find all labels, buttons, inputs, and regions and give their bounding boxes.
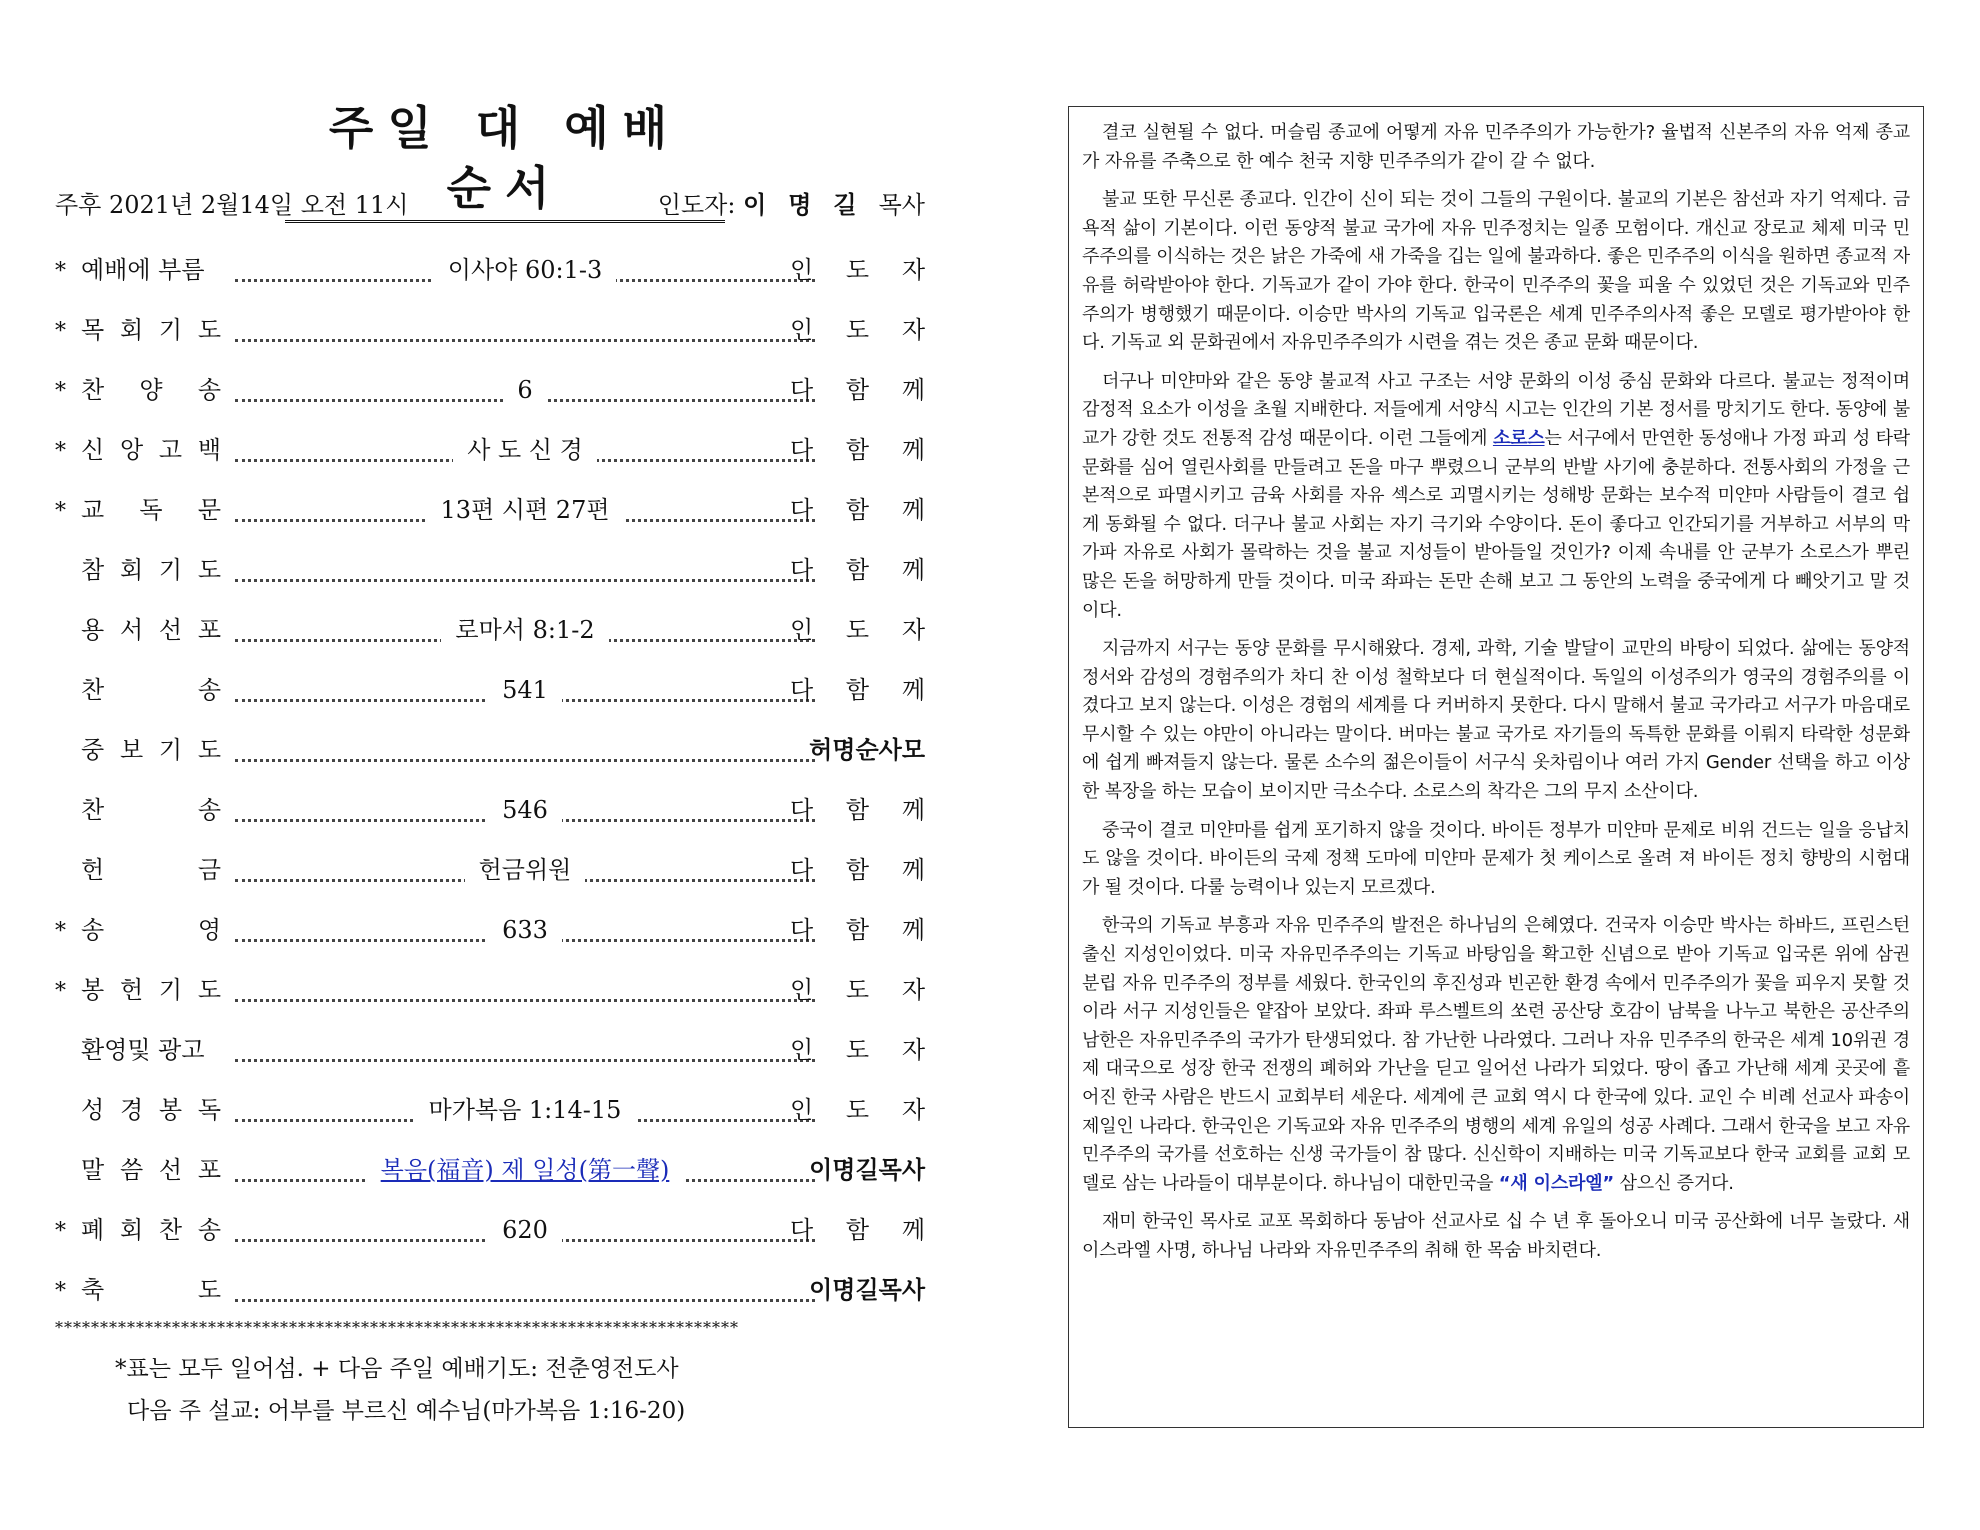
leader-dots (235, 739, 815, 762)
leader-dots (235, 1279, 815, 1302)
order-item-name: 찬 송 (81, 676, 221, 704)
order-row (55, 780, 925, 840)
standing-mark: * (55, 379, 66, 404)
order-item-value-text: 620 (488, 1216, 562, 1244)
order-item-leader: 다 함 께 (790, 676, 925, 704)
order-item-name: 예배에 부름 (81, 256, 205, 284)
order-item-value-text: 로마서 8:1-2 (441, 616, 608, 644)
order-item-value-text: 6 (503, 376, 546, 404)
order-item-name: 성 경 봉 독 (81, 1096, 221, 1124)
standing-mark: * (55, 1219, 66, 1244)
order-row (55, 360, 925, 420)
order-item-name: 중 보 기 도 (81, 736, 221, 764)
order-item-leader: 다 함 께 (790, 1216, 925, 1244)
order-row (55, 300, 925, 360)
order-item-leader: 인 도 자 (790, 316, 925, 344)
order-item-value (235, 360, 815, 420)
order-item-value-text: 마가복음 1:14-15 (415, 1096, 636, 1124)
article-panel (1068, 106, 1924, 1428)
order-item-value-text: 사 도 신 경 (453, 436, 597, 464)
article-paragraph (1082, 368, 1910, 625)
order-item-value-text: 541 (488, 676, 562, 704)
order-item-leader: 이명길목사 (809, 1156, 925, 1184)
order-item-leader: 다 함 께 (790, 556, 925, 584)
order-row (55, 600, 925, 660)
order-item-value (235, 840, 815, 900)
order-item-value (235, 600, 815, 660)
page-title: 주일 대 예배 순서 (285, 98, 725, 223)
order-row (55, 1260, 925, 1320)
order-row (55, 420, 925, 480)
standing-mark: * (55, 1279, 66, 1304)
order-row (55, 840, 925, 900)
article-text: 한국의 기독교 부흥과 자유 민주주의 발전은 하나님의 은혜였다. 건국자 이승만 박사는 하바드, 프린스턴 출신 지성인이었다. 미국 자유민주주의는 기독교 바탕임을 확고한 신념으로 받아 기독교 입국론 위에 삼권 분립 자유 민주주의 정부를 세웠다. 한국인의 후진성과 빈곤한 환경 속에서 민주주의가 꽃을 피우지 못할 것이라 서구 지성인들은 얕잡아 보았다. 좌파 루스벨트의 쏘련 공산당 호감이 남북을 나누고 북한은 공산주의 남한은 자유민주주의 국가가 탄생되었다. 참 가난한 나라였다. 그러나 자유 민주주의 한국은 세계 10위권 경제 대국으로 성장 한국 전쟁의 폐허와 가난을 딛고 일어선 나라가 되었다. 땅이 좁고 가난해 세계 곳곳에 흩어진 한국 사람은 반드시 교회부터 세운다. 세계에 큰 교회 역시 다 한국에 있다. 교인 수 비례 선교사 파송이 제일인 나라다. 한국인은 기독교와 자유 민주주의 병행의 세계 유일의 성공 사례다. 그래서 한국을 보고 자유민주주의 국가를 선호하는 신생 국가들이 참 많다. 신신학이 지배하는 미국 기독교보다 한국 교회를 교회 모델로 삼는 나라들이 대부분이다. 하나님이 대한민국을 (1082, 915, 1910, 1194)
order-item-value-text: 633 (488, 916, 562, 944)
leader-dots (235, 559, 815, 582)
standing-mark: * (55, 919, 66, 944)
order-item-leader: 다 함 께 (790, 856, 925, 884)
order-row (55, 240, 925, 300)
article-text: 더구나 미얀마와 같은 동양 불교적 사고 구조는 서양 문화의 이성 중심 문화와 다르다. 불교는 정적이며 감정적 요소가 이성을 초월 지배한다. 저들에게 서양식 시고는 인간의 기본 정서를 망치기도 한다. 동양에 불교가 강한 것도 전통적 감성 때문이다. 이런 그들에게 (1082, 370, 1910, 449)
leader-title: 목사 (878, 191, 925, 219)
standing-mark: * (55, 979, 66, 1004)
note-standing: *표는 모두 일어섬. + 다음 주일 예배기도: 전춘영전도사 (115, 1356, 679, 1382)
order-item-name: 신 앙 고 백 (81, 436, 221, 464)
order-item-leader: 다 함 께 (790, 496, 925, 524)
order-item-value (235, 1140, 815, 1200)
separator-line: **************************************************************************** (55, 1318, 739, 1337)
order-item-leader: 다 함 께 (790, 916, 925, 944)
order-item-leader: 인 도 자 (790, 976, 925, 1004)
order-row (55, 1080, 925, 1140)
order-item-name: 참 회 기 도 (81, 556, 221, 584)
order-item-value (235, 1080, 815, 1140)
order-item-name: 폐 회 찬 송 (81, 1216, 221, 1244)
order-row (55, 1140, 925, 1200)
order-item-name: 찬 송 (81, 796, 221, 824)
article-text: 는 서구에서 만연한 동성애나 가정 파괴 성 타락 문화를 심어 열린사회를 만들려고 돈을 마구 뿌렸으니 군부의 반발 사기에 충분하다. 전통사회의 가정을 근본적으로 파멸시키고 금육 사회를 자유 섹스로 괴멸시키는 성해방 문화는 보수적 미얀마 사람들이 결코 쉽게 동화될 수 없다. 더구나 불교 사회는 자기 극기와 수양이다. 돈이 좋다고 인간되기를 거부하고 서부의 막가파 자유로 사회가 몰락하는 것을 불교 지성들이 받아들일 것인가? 이제 속내를 안 군부가 소로스가 뿌린 많은 돈을 허망하게 만들 것이다. 미국 좌파는 돈만 손해 보고 그 동안의 노력을 중국에게 다 빼앗기고 말 것이다. (1082, 427, 1910, 621)
order-item-leader: 인 도 자 (790, 616, 925, 644)
order-item-leader: 다 함 께 (790, 796, 925, 824)
order-item-name: 용 서 선 포 (81, 616, 221, 644)
order-item-value (235, 1200, 815, 1260)
order-row (55, 900, 925, 960)
new-israel-highlight: “새 이스라엘” (1498, 1172, 1615, 1194)
service-date: 주후 2021년 2월14일 오전 11시 (55, 191, 409, 219)
article-text: 삼으신 증거다. (1614, 1172, 1734, 1194)
order-item-name: 환영및 광고 (81, 1036, 205, 1064)
order-item-value-text: 546 (488, 796, 562, 824)
order-row (55, 480, 925, 540)
article-paragraph: 불교 또한 무신론 종교다. 인간이 신이 되는 것이 그들의 구원이다. 불교의 기본은 참선과 자기 억제다. 금욕적 삶이 기본이다. 이런 동양적 불교 국가에 자유 민주정치는 일종 모험이다. 개신교 장로교 체제 미국 민주주의를 이식하는 것은 낡은 가죽에 새 가죽을 깁는 일에 불과하다. 좋은 민주주의 이식을 원하면 종교적 자유를 허락받아야 한다. 기독교가 같이 가야 한다. 한국이 민주주의 꽃을 피울 수 있었던 것은 기독교와 민주주의가 병행했기 때문이다. 이승만 박사의 기독교 입국론은 세계 민주주의사적 좋은 모델로 평가받아야 한다. 기독교 외 문화권에서 자유민주주의가 시련을 겪는 것은 종교 문화 때문이다. (1082, 189, 1910, 354)
order-of-service (55, 240, 925, 1320)
order-item-leader: 다 함 께 (790, 436, 925, 464)
order-item-name: 교 독 문 (81, 496, 221, 524)
order-item-name: 봉 헌 기 도 (81, 976, 221, 1004)
article-paragraph: 지금까지 서구는 동양 문화를 무시해왔다. 경제, 과학, 기술 발달이 교만의 바탕이 되었다. 삶에는 동양적 정서와 감성의 경험주의가 차디 찬 이성 철학보다 더 현실적이다. 독일의 이성주의가 영국의 경험주의를 이겼다고 보지 않는다. 이성은 경험의 세계를 다 커버하지 못한다. 다시 말해서 불교 국가라고 서구가 마음대로 무시할 수 있는 야만이 아니라는 말이다. 버마는 불교 국가로 자기들의 독특한 문화를 이뤄지 타락한 성문화에 쉽게 빠져들지 않는다. 물론 소수의 젊은이들이 서구식 옷차림이나 여러 가지 Gender 선택을 하고 이상한 복장을 하는 모습이 보이지만 극소수다. 소로스의 착각은 그의 무지 소산이다. (1082, 638, 1910, 803)
order-item-leader: 인 도 자 (790, 256, 925, 284)
order-item-name: 축 도 (81, 1276, 221, 1304)
article-paragraph: 재미 한국인 목사로 교포 목회하다 동남아 선교사로 십 수 년 후 돌아오니 미국 공산화에 너무 놀랐다. 새 이스라엘 사명, 하나님 나라와 자유민주주의 취해 한 목숨 바치련다. (1082, 1211, 1910, 1261)
order-item-leader: 이명길목사 (809, 1276, 925, 1304)
article-paragraph: 결코 실현될 수 없다. 머슬림 종교에 어떻게 자유 민주주의가 가능한가? 율법적 신본주의 자유 억제 종교가 자유를 주축으로 한 예수 천국 지향 민주주의가 같이 갈 수 없다. (1082, 122, 1910, 172)
article-paragraph (1082, 912, 1910, 1198)
order-item-value (235, 900, 815, 960)
bulletin-notes (115, 1348, 685, 1432)
order-row (55, 540, 925, 600)
order-row (55, 720, 925, 780)
order-item-name: 말 씀 선 포 (81, 1156, 221, 1184)
leader-dots (235, 1039, 815, 1062)
order-row (55, 660, 925, 720)
sermon-title-link[interactable]: 복음(福音) 제 일성(第一聲) (380, 1156, 670, 1184)
order-item-leader: 인 도 자 (790, 1036, 925, 1064)
order-row (55, 1200, 925, 1260)
leader-dots (235, 979, 815, 1002)
service-leader (658, 187, 925, 223)
order-item-leader: 인 도 자 (790, 1096, 925, 1124)
order-item-value (235, 660, 815, 720)
article-paragraph: 중국이 결코 미얀마를 쉽게 포기하지 않을 것이다. 바이든 정부가 미얀마 문제로 비위 건드는 일을 응납치도 않을 것이다. 바이든의 국제 정책 도마에 미얀마 문제가 첫 케이스로 올려 져 바이든 정치 향방의 시험대가 될 것이다. 다룰 능력이나 있는지 모르겠다. (1082, 819, 1910, 898)
leader-dots (235, 319, 815, 342)
note-next-sermon: 다음 주 설교: 어부를 부르신 예수님(마가복음 1:16-20) (127, 1398, 686, 1424)
order-item-value (235, 420, 815, 480)
order-item-name: 목 회 기 도 (81, 316, 221, 344)
order-item-value-text: 13편 시편 27편 (426, 496, 623, 524)
order-item-value-text: 헌금위원 (465, 856, 586, 884)
order-item-value (235, 780, 815, 840)
worship-order-panel (55, 90, 925, 1430)
standing-mark: * (55, 319, 66, 344)
order-item-name: 찬 양 송 (81, 376, 221, 404)
order-item-leader: 다 함 께 (790, 376, 925, 404)
leader-name: 이명길 (743, 191, 879, 219)
order-row (55, 1020, 925, 1080)
standing-mark: * (55, 439, 66, 464)
leader-label: 인도자: (657, 191, 736, 219)
order-item-value-text: 이사야 60:1-3 (434, 256, 616, 284)
soros-link[interactable]: 소로스 (1492, 427, 1545, 449)
order-item-leader: 허명순사모 (809, 736, 925, 764)
order-row (55, 960, 925, 1020)
order-item-value (235, 480, 815, 540)
order-item-name: 송 영 (81, 916, 221, 944)
standing-mark: * (55, 499, 66, 524)
order-item-value (235, 240, 815, 300)
standing-mark: * (55, 259, 66, 284)
order-item-name: 헌 금 (81, 856, 221, 884)
service-info (55, 187, 925, 223)
